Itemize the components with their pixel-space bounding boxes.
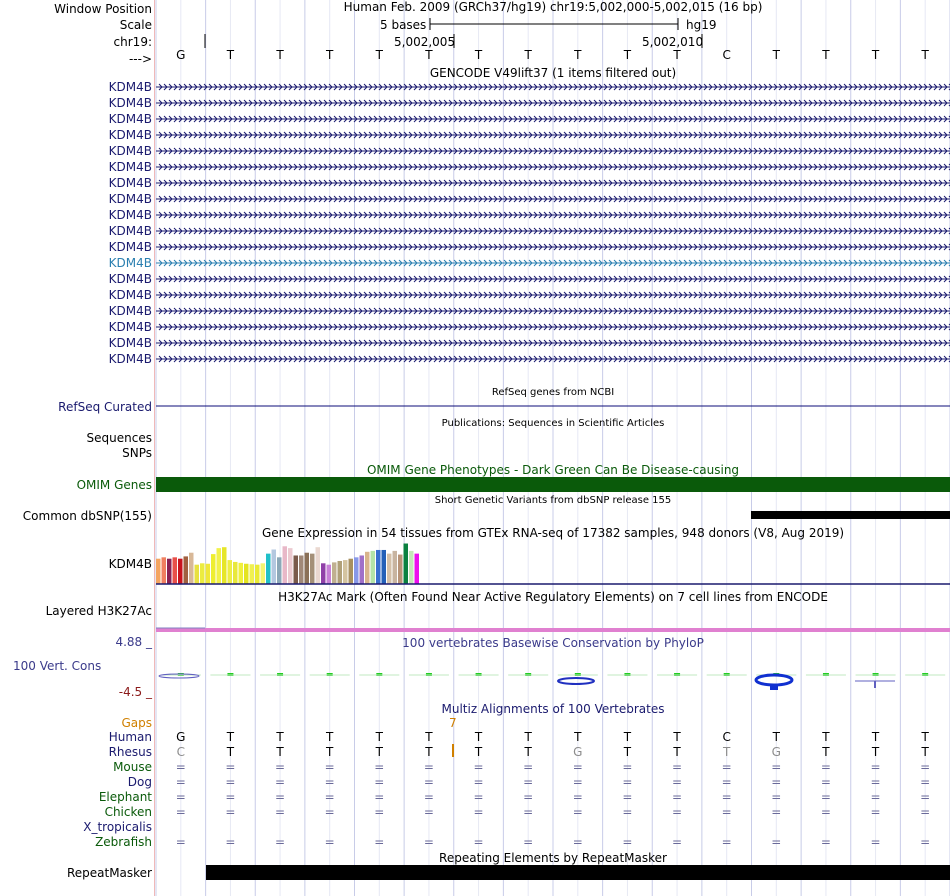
gencode-row-label[interactable]: KDM4B — [108, 272, 152, 286]
base: T — [524, 48, 532, 62]
gtex-bar[interactable] — [382, 550, 387, 584]
gtex-bar[interactable] — [228, 560, 233, 584]
gtex-bar[interactable] — [371, 551, 376, 584]
base: G — [176, 48, 186, 62]
multiz-base: T — [226, 730, 235, 744]
multiz-base: = — [523, 790, 534, 804]
repeatmasker-feature[interactable] — [206, 865, 950, 880]
gtex-bar[interactable] — [277, 557, 282, 584]
multiz-base: = — [721, 790, 732, 804]
multiz-base: = — [374, 835, 385, 849]
gtex-bar[interactable] — [239, 563, 244, 584]
phylop-logo — [756, 675, 792, 685]
publications-snps-label[interactable]: SNPs — [122, 446, 152, 460]
multiz-base: = — [275, 835, 286, 849]
multiz-base: = — [324, 760, 335, 774]
multiz-base: = — [523, 805, 534, 819]
gtex-bar[interactable] — [261, 563, 266, 584]
multiz-species-label[interactable]: Human — [108, 730, 152, 744]
assembly-position[interactable]: Human Feb. 2009 (GRCh37/hg19) chr19:5,002,000-5,002,015 (16 bp) — [343, 0, 763, 14]
multiz-base: = — [771, 805, 782, 819]
multiz-base: = — [225, 805, 236, 819]
base: T — [871, 48, 880, 62]
multiz-base: = — [523, 775, 534, 789]
gtex-bar[interactable] — [222, 547, 227, 584]
multiz-base: = — [672, 835, 683, 849]
multiz-base: = — [920, 790, 931, 804]
multiz-base: T — [474, 745, 483, 759]
multiz-base: = — [572, 760, 583, 774]
gtex-bar[interactable] — [156, 559, 161, 584]
multiz-base: = — [423, 835, 434, 849]
gtex-bar[interactable] — [206, 564, 211, 584]
multiz-base: = — [672, 775, 683, 789]
base: T — [474, 48, 483, 62]
multiz-base: = — [870, 790, 881, 804]
base: T — [673, 48, 681, 62]
gencode-row-label[interactable]: KDM4B — [108, 256, 152, 270]
base: T — [772, 48, 780, 62]
multiz-base: = — [572, 835, 583, 849]
base: T — [822, 48, 830, 62]
base: T — [425, 48, 433, 62]
gtex-bar[interactable] — [321, 563, 326, 584]
multiz-base: = — [423, 790, 434, 804]
gaps-label: Gaps — [121, 716, 152, 730]
multiz-species-label[interactable]: Mouse — [113, 760, 152, 774]
coord-1: 5,002,005 — [394, 35, 456, 49]
gencode-row-label[interactable]: KDM4B — [108, 224, 152, 238]
base: T — [375, 48, 383, 62]
multiz-base: = — [225, 775, 236, 789]
gencode-row-label[interactable]: KDM4B — [108, 80, 152, 94]
base: T — [326, 48, 334, 62]
multiz-species-label[interactable]: Dog — [127, 775, 152, 789]
multiz-base: T — [673, 745, 681, 759]
gtex-bar[interactable] — [354, 557, 359, 584]
multiz-base: T — [772, 730, 780, 744]
multiz-base: = — [423, 805, 434, 819]
publications-sequences-label[interactable]: Sequences — [86, 431, 152, 445]
multiz-base: T — [673, 730, 681, 744]
multiz-base: = — [225, 760, 236, 774]
multiz-base: T — [276, 730, 284, 744]
multiz-base: = — [771, 790, 782, 804]
multiz-base: = — [523, 760, 534, 774]
base: T — [226, 48, 235, 62]
gtex-label[interactable]: KDM4B — [108, 557, 152, 571]
multiz-base: = — [870, 760, 881, 774]
multiz-base: = — [721, 805, 732, 819]
multiz-base: = — [672, 790, 683, 804]
multiz-base: = — [672, 805, 683, 819]
multiz-base: T — [822, 745, 830, 759]
multiz-base: = — [771, 775, 782, 789]
multiz-base: = — [572, 775, 583, 789]
multiz-base: = — [275, 790, 286, 804]
multiz-base: = — [324, 805, 335, 819]
gtex-bar[interactable] — [305, 553, 310, 584]
multiz-base: = — [324, 775, 335, 789]
gtex-bar[interactable] — [299, 555, 304, 584]
multiz-base: T — [474, 730, 483, 744]
gencode-row-label[interactable]: KDM4B — [108, 288, 152, 302]
base: T — [276, 48, 284, 62]
base: T — [921, 48, 929, 62]
gtex-title[interactable]: Gene Expression in 54 tissues from GTEx RNA-seq of 17382 samples, 948 donors (V8, Aug 2019) — [261, 526, 845, 540]
multiz-base: = — [175, 790, 186, 804]
multiz-base: = — [622, 805, 633, 819]
multiz-base: T — [375, 730, 383, 744]
multiz-base: = — [870, 805, 881, 819]
gencode-row-label[interactable]: KDM4B — [108, 176, 152, 190]
multiz-base: T — [326, 745, 334, 759]
multiz-base: = — [275, 760, 286, 774]
multiz-base: = — [374, 790, 385, 804]
multiz-base: = — [572, 790, 583, 804]
multiz-base: T — [326, 730, 334, 744]
omim-label[interactable]: OMIM Genes — [76, 478, 152, 492]
multiz-base: T — [226, 745, 235, 759]
dbsnp-feature[interactable] — [751, 511, 950, 519]
dbsnp-title[interactable]: Short Genetic Variants from dbSNP release 155 — [434, 495, 672, 506]
base: T — [623, 48, 632, 62]
multiz-base: = — [622, 760, 633, 774]
scale-text: 5 bases — [380, 18, 427, 32]
multiz-base: = — [870, 835, 881, 849]
multiz-base: T — [623, 730, 632, 744]
multiz-base: = — [275, 775, 286, 789]
gtex-bar[interactable] — [217, 548, 222, 584]
gtex-bar[interactable] — [288, 548, 293, 584]
refseq-label[interactable]: RefSeq Curated — [58, 400, 152, 414]
multiz-base: = — [820, 835, 831, 849]
gencode-row-label[interactable]: KDM4B — [108, 96, 152, 110]
multiz-title[interactable]: Multiz Alignments of 100 Vertebrates — [441, 702, 665, 716]
gtex-bar[interactable] — [173, 557, 178, 584]
multiz-base: = — [622, 790, 633, 804]
multiz-base: = — [820, 775, 831, 789]
gtex-bar[interactable] — [211, 554, 216, 584]
h3k27ac-title[interactable]: H3K27Ac Mark (Often Found Near Active Regulatory Elements) on 7 cell lines from ENCODE — [278, 590, 828, 604]
gtex-bar[interactable] — [162, 557, 167, 584]
multiz-base: G — [573, 745, 583, 759]
gtex-bar[interactable] — [376, 550, 381, 584]
multiz-base: C — [176, 745, 185, 759]
multiz-base: = — [473, 790, 484, 804]
gencode-row-label[interactable]: KDM4B — [108, 208, 152, 222]
multiz-base: = — [423, 775, 434, 789]
gtex-bar[interactable] — [283, 546, 288, 584]
multiz-base: = — [225, 835, 236, 849]
multiz-species-label[interactable]: Elephant — [98, 790, 152, 804]
gtex-bar[interactable] — [200, 563, 205, 584]
gencode-row-label[interactable]: KDM4B — [108, 128, 152, 142]
gtex-bar[interactable] — [272, 550, 277, 585]
multiz-base: T — [574, 730, 582, 744]
refseq-title[interactable]: RefSeq genes from NCBI — [491, 387, 615, 398]
multiz-base: = — [721, 835, 732, 849]
multiz-base: = — [374, 805, 385, 819]
gtex-bar[interactable] — [404, 544, 409, 584]
gtex-bar[interactable] — [266, 554, 271, 584]
multiz-base: T — [623, 745, 632, 759]
multiz-base: = — [324, 790, 335, 804]
strand-label: ---> — [128, 52, 152, 66]
gtex-bar[interactable] — [393, 551, 398, 584]
multiz-base: = — [473, 775, 484, 789]
multiz-base: T — [921, 745, 929, 759]
gtex-bar[interactable] — [409, 551, 414, 584]
gtex-bar[interactable] — [398, 555, 403, 584]
multiz-base: = — [175, 835, 186, 849]
multiz-species-label[interactable]: Zebrafish — [95, 835, 152, 849]
gtex-bar[interactable] — [327, 565, 332, 584]
repeatmasker-title[interactable]: Repeating Elements by RepeatMasker — [439, 851, 667, 865]
gencode-row-label[interactable]: KDM4B — [108, 160, 152, 174]
gencode-row-label[interactable]: KDM4B — [108, 336, 152, 350]
multiz-base: = — [920, 805, 931, 819]
multiz-base: C — [722, 730, 731, 744]
gencode-row-label[interactable]: KDM4B — [108, 352, 152, 366]
window-position-label: Window Position — [54, 2, 152, 16]
multiz-base: = — [275, 805, 286, 819]
multiz-base: = — [324, 835, 335, 849]
multiz-base: = — [920, 760, 931, 774]
multiz-base: G — [176, 730, 186, 744]
gtex-bar[interactable] — [332, 562, 337, 584]
gtex-bar[interactable] — [365, 552, 370, 584]
gtex-bar[interactable] — [360, 555, 365, 584]
multiz-base: = — [721, 760, 732, 774]
phylop-logo — [770, 684, 778, 690]
multiz-base: = — [820, 805, 831, 819]
multiz-base: T — [524, 745, 532, 759]
multiz-base: = — [225, 790, 236, 804]
gencode-title[interactable]: GENCODE V49lift37 (1 items filtered out) — [429, 66, 677, 80]
phylop-title[interactable]: 100 vertebrates Basewise Conservation by PhyloP — [402, 636, 704, 650]
scale-assembly: hg19 — [686, 18, 717, 32]
multiz-base: T — [871, 730, 880, 744]
gtex-bar[interactable] — [415, 554, 420, 584]
multiz-species-label[interactable]: Chicken — [104, 805, 152, 819]
multiz-base: = — [423, 760, 434, 774]
publications-title[interactable]: Publications: Sequences in Scientific Articles — [441, 418, 665, 429]
gtex-bar[interactable] — [244, 564, 249, 584]
repeatmasker-label[interactable]: RepeatMasker — [66, 866, 152, 880]
gtex-bar[interactable] — [178, 559, 183, 584]
multiz-base: = — [870, 775, 881, 789]
multiz-species-label[interactable]: X_tropicalis — [83, 820, 152, 834]
gencode-row-label[interactable]: KDM4B — [108, 144, 152, 158]
multiz-base: = — [523, 835, 534, 849]
chrom-label: chr19: — [113, 35, 152, 49]
multiz-base: = — [820, 790, 831, 804]
scale-label: Scale — [119, 18, 152, 32]
h3k27ac-signal[interactable] — [156, 628, 950, 632]
multiz-base: T — [425, 730, 433, 744]
gtex-bar[interactable] — [338, 561, 343, 584]
multiz-base: T — [723, 745, 731, 759]
multiz-species-label[interactable]: Rhesus — [108, 745, 152, 759]
base: T — [574, 48, 582, 62]
multiz-base: = — [771, 760, 782, 774]
multiz-base: = — [672, 760, 683, 774]
phylop-label[interactable]: 100 Vert. Cons — [13, 659, 102, 673]
multiz-base: = — [374, 760, 385, 774]
multiz-base: = — [920, 835, 931, 849]
gencode-row-label[interactable]: KDM4B — [108, 112, 152, 126]
multiz-base: T — [822, 730, 830, 744]
gencode-row-label[interactable]: KDM4B — [108, 304, 152, 318]
multiz-base: T — [375, 745, 383, 759]
multiz-base: T — [524, 730, 532, 744]
gtex-bar[interactable] — [310, 554, 315, 584]
multiz-base: = — [721, 775, 732, 789]
multiz-base: T — [425, 745, 433, 759]
phylop-logo — [558, 678, 594, 684]
multiz-base: = — [771, 835, 782, 849]
multiz-base: = — [820, 760, 831, 774]
gencode-row-label[interactable]: KDM4B — [108, 192, 152, 206]
gtex-bar[interactable] — [189, 553, 194, 584]
phylop-min: -4.5 _ — [118, 685, 152, 699]
gtex-bar[interactable] — [343, 560, 348, 584]
gtex-bar[interactable] — [250, 564, 255, 584]
omim-title[interactable]: OMIM Gene Phenotypes - Dark Green Can Be Disease-causing — [366, 463, 740, 477]
multiz-base: = — [622, 775, 633, 789]
gap-marker: 7 — [449, 716, 457, 730]
multiz-base: = — [473, 805, 484, 819]
multiz-base: = — [622, 835, 633, 849]
multiz-base: = — [473, 835, 484, 849]
gtex-bar[interactable] — [255, 565, 260, 584]
gencode-row-label[interactable]: KDM4B — [108, 320, 152, 334]
multiz-base: = — [374, 775, 385, 789]
dbsnp-label[interactable]: Common dbSNP(155) — [22, 509, 152, 523]
gtex-bar[interactable] — [184, 556, 189, 584]
h3k27ac-label[interactable]: Layered H3K27Ac — [45, 604, 152, 618]
omim-feature[interactable] — [156, 477, 950, 492]
multiz-base: G — [771, 745, 781, 759]
gtex-bar[interactable] — [349, 559, 354, 584]
multiz-base: = — [572, 805, 583, 819]
gtex-bar[interactable] — [387, 554, 392, 584]
coord-2: 5,002,010 — [642, 35, 704, 49]
phylop-max: 4.88 _ — [115, 635, 152, 649]
multiz-base: T — [921, 730, 929, 744]
multiz-base: T — [276, 745, 284, 759]
multiz-base: T — [871, 745, 880, 759]
gtex-bar[interactable] — [316, 547, 321, 584]
gtex-bar[interactable] — [195, 565, 200, 584]
gtex-bar[interactable] — [167, 559, 172, 584]
gencode-row-label[interactable]: KDM4B — [108, 240, 152, 254]
multiz-base: = — [920, 775, 931, 789]
multiz-base: = — [175, 775, 186, 789]
multiz-base: = — [175, 760, 186, 774]
base: C — [722, 48, 731, 62]
multiz-base: = — [473, 760, 484, 774]
multiz-base: = — [175, 805, 186, 819]
gtex-bar[interactable] — [294, 555, 299, 584]
gtex-bar[interactable] — [233, 562, 238, 584]
